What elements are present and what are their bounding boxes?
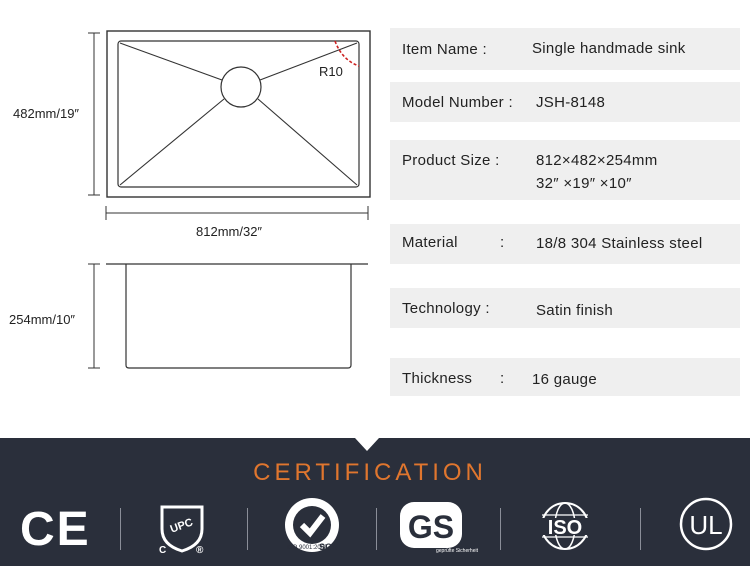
gs-logo [398,498,478,559]
sink-side-bowl [126,264,351,368]
spec-value: 16 gauge [532,371,597,388]
slope-line [120,43,222,80]
spec-row-technology [390,288,740,328]
divider [500,508,501,550]
spec-label: Thickness [402,370,473,387]
radius-label: R10 [319,64,343,79]
ul-logo [678,496,734,557]
spec-row-thickness [390,358,740,396]
spec-row-model-number [390,82,740,122]
spec-label: Model Number : [402,94,513,111]
spec-colon: : [500,234,505,251]
spec-row-product-size [390,140,740,200]
divider [120,508,121,550]
iso-logo-text: ISO [547,517,583,539]
certification-footer [0,438,750,566]
spec-label: Product Size : [402,152,500,169]
depth-label: 254mm/10″ [9,312,76,327]
gs-logo-sub: geprüfte Sicherheit [436,548,478,554]
ce-logo-text: CE [20,503,91,556]
sink-drawing [0,0,380,420]
spec-value: 812×482×254mm [536,152,658,169]
divider [247,508,248,550]
spec-value-imperial: 32″ ×19″ ×10″ [536,175,632,192]
certification-title: CERTIFICATION [253,459,487,486]
sink-top-outer [107,31,370,197]
drain-circle [221,67,261,107]
divider [376,508,377,550]
gs-logo-text: GS [407,509,455,545]
cupc-logo-r: ® [196,545,204,556]
spec-label: Item Name : [402,41,487,58]
slope-line [258,99,357,185]
height-label: 482mm/19″ [13,106,80,121]
ce-logo [20,503,91,556]
sgs-logo-text: SGS [319,542,339,552]
ul-logo-text: UL [689,510,723,540]
width-label: 812mm/32″ [196,224,263,239]
spec-label: Technology : [402,300,490,317]
spec-value: 18/8 304 Stainless steel [536,235,703,252]
footer-notch [355,438,379,451]
spec-value: Single handmade sink [532,40,686,57]
iso-logo [536,500,594,557]
divider [640,508,641,550]
sgs-logo [283,496,341,559]
spec-row-item-name [390,28,740,70]
spec-row-material [390,224,740,264]
cupc-logo [156,503,208,560]
spec-label: Material [402,234,458,251]
sink-top-inner [118,41,359,187]
slope-line [120,99,224,185]
spec-colon: : [500,370,505,387]
spec-value: JSH-8148 [536,94,606,111]
spec-value: Satin finish [536,302,613,319]
cupc-logo-text: UPC [168,516,195,536]
radius-marker [335,41,359,66]
sgs-logo-ring: ISO 9001:2000 [287,545,328,551]
cupc-logo-c: C [159,545,167,556]
